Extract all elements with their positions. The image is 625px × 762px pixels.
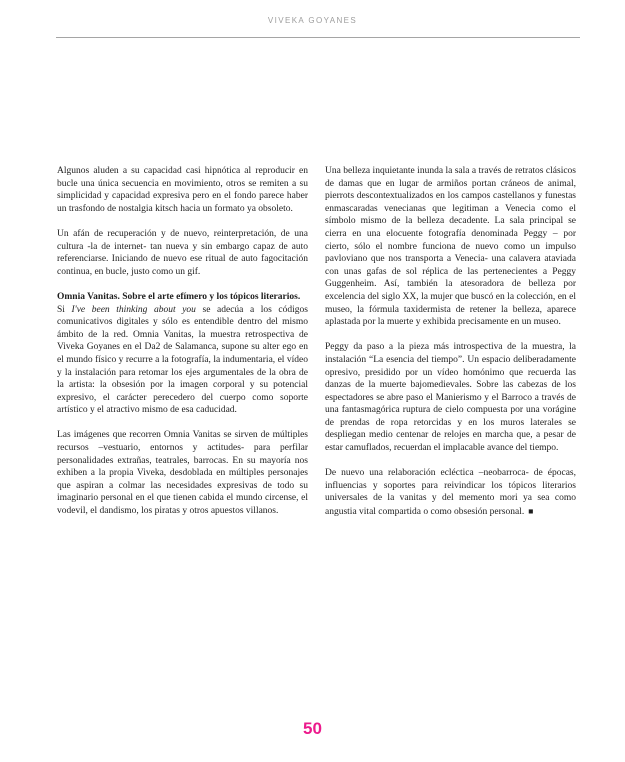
right-column <box>325 165 576 531</box>
paragraph <box>325 467 576 518</box>
paragraph-text: Si <box>57 304 72 315</box>
left-column <box>57 165 308 531</box>
paragraph-text: se adecúa a los códigos comunicativos digitales y sólo es entendible dentro del mismo ámbito de la red. Omnia Vanitas, la muestra retrospectiva de Viveka Goyanes en el Da2 de Salamanca, supone su alter ego en el mundo físico y recurre a la fotografía, la indumentaria, el vídeo y la instalación para retomar los ejes argumentales de la obra de la artista: la obsesión por la imagen corporal y su potencial expresivo, el carácter perecedero del cuerpo como soporte artístico y el atractivo mismo de esa caducidad. <box>57 304 308 416</box>
paragraph: Peggy da paso a la pieza más introspectiva de la muestra, la instalación “La esencia del tiempo”. Un espacio deliberadamente opresivo, presidido por un vídeo homónimo que recuerda las danzas de la muerte bajomedievales. Sobre las cabezas de los espectadores se abre paso el Manierismo y el Barroco a través de una fantasmagórica ruptura de cielo compuesta por una vorágine de prendas de ropa retorcidas y en los muros laterales se despliegan medio centenar de relojes en marcha que, a pesar de estar camuflados, recuerdan el implacable avance del tiempo. <box>325 342 576 454</box>
article-body <box>57 165 576 531</box>
paragraph: Las imágenes que recorren Omnia Vanitas se sirven de múltiples recursos –vestuario, entornos y actitudes- para perfilar personalidades extrañas, teatrales, barrocas. En su mayoría nos exhiben a la propia Viveka, desdoblada en múltiples personajes que aspiran a colmar las necesidades expresivas de todo su imaginario personal en el que tienen cabida el mundo circense, el vodevil, el dandismo, los piratas y otros apuestos villanos. <box>57 430 308 517</box>
section-heading: Omnia Vanitas. Sobre el arte efímero y los tópicos literarios. <box>57 291 301 302</box>
paragraph-text: De nuevo una relaboración ecléctica –neobarroca- de épocas, influencias y soportes para reivindicar los tópicos literarios universales de la vanitas y del memento mori ya sea como angustia vital compartida o como obsesión personal. <box>325 468 576 518</box>
paragraph: Una belleza inquietante inunda la sala a través de retratos clásicos de damas que en lugar de armiños portan cráneos de animal, pierrots descontextualizados en los campos castellanos y funestas enmascaradas venecianas que legitiman a Venecia como el símbolo mismo de la belleza decadente. La sala principal se cierra en una elocuente fotografía denominada Peggy – por cierto, sólo el nombre funciona de nuevo como un impulso pavloviano que nos transporta a Venecia- una calavera ataviada con unas gafas de sol réplica de las pertenecientes a Peggy Guggenheim. Así, también la atesoradora de belleza por excelencia del siglo XX, la mujer que buscó en la colección, en el museo, la fórmula taxidermista de retener la belleza, aparece aplastada por la muerte y exhibida precisamente en un museo. <box>325 166 576 328</box>
paragraph: Un afán de recuperación y de nuevo, reinterpretación, de una cultura -la de internet- tan nueva y sin embargo capaz de auto referenciarse. Iniciando de nuevo ese ritual de auto fagocitación continua, en bucle, justo como un gif. <box>57 228 308 277</box>
page-number: 50 <box>303 719 322 738</box>
page-header-author: VIVEKA GOYANES <box>267 16 358 25</box>
work-title-italic: I've been thinking about you <box>71 304 196 315</box>
paragraph: Algunos aluden a su capacidad casi hipnótica al reproducir en bucle una única secuencia en movimiento, otros se remiten a su simplicidad y capacidad expresiva pero en el fondo parece haber un trasfondo de nostalgia kitsch hacia un formato ya obsoleto. <box>57 166 308 214</box>
article-end-mark: ■ <box>528 506 534 517</box>
paragraph <box>57 291 308 417</box>
header-rule <box>56 37 580 38</box>
